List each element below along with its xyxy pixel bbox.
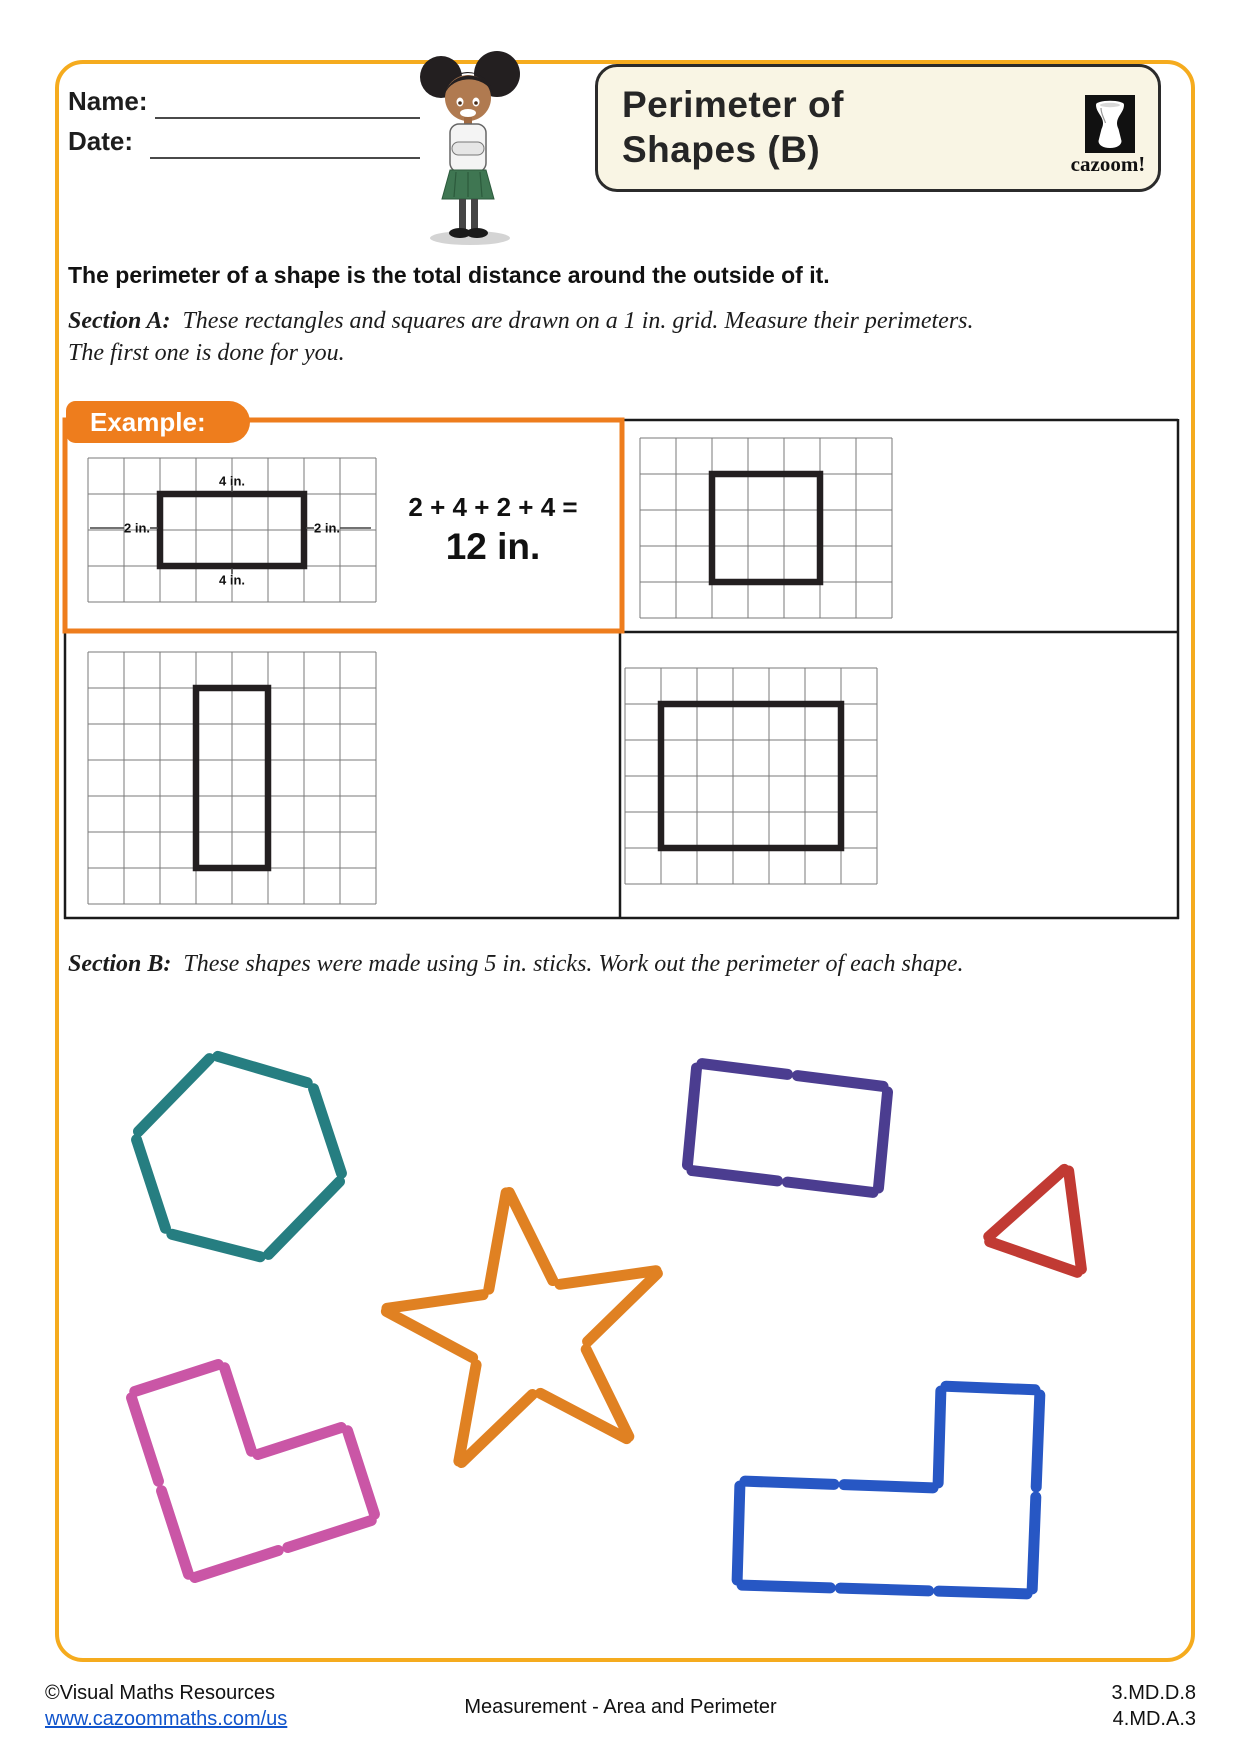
example-equation: 2 + 4 + 2 + 4 = [408, 492, 578, 522]
drum-icon [1085, 95, 1135, 153]
dim-label-left: 2 in. [123, 520, 151, 536]
dim-label-top: 4 in. [218, 473, 246, 489]
section-a-text-line1: These rectangles and squares are drawn on a 1 in. grid. Measure their perimeters. [182, 308, 974, 334]
date-label: Date: [68, 126, 134, 156]
name-line [155, 117, 420, 119]
name-label: Name: [68, 86, 148, 116]
footer-standard-2: 4.MD.A.3 [1112, 1708, 1196, 1730]
dim-label-right: 2 in. [313, 520, 341, 536]
footer-link[interactable]: www.cazoommaths.com/us [45, 1708, 288, 1730]
cazoom-logo [1085, 95, 1135, 153]
footer-topic: Measurement - Area and Perimeter [464, 1696, 777, 1718]
section-a-text-line2: The first one is done for you. [68, 340, 345, 366]
page-title [622, 82, 844, 172]
page-border [55, 60, 1195, 1662]
section-a-instructions [68, 305, 974, 369]
example-tab: Example: [66, 401, 250, 443]
date-line [150, 157, 420, 159]
section-b-instructions [68, 948, 963, 980]
student-character-illustration [408, 46, 538, 246]
cazoom-logo-text: cazoom! [1070, 152, 1146, 176]
page-title-line1: Perimeter of [622, 84, 844, 125]
section-b-text: These shapes were made using 5 in. sticks. Work out the perimeter of each shape. [183, 951, 964, 977]
example-answer: 12 in. [445, 526, 541, 567]
footer-standard-1: 3.MD.D.8 [1111, 1682, 1196, 1704]
dim-label-bottom: 4 in. [218, 572, 246, 588]
section-a-label: Section A: [68, 308, 171, 334]
section-b-label: Section B: [68, 951, 172, 977]
page-title-line2: Shapes (B) [622, 129, 821, 170]
footer-copyright: ©Visual Maths Resources [45, 1682, 276, 1704]
intro-statement: The perimeter of a shape is the total distance around the outside of it. [68, 262, 830, 288]
